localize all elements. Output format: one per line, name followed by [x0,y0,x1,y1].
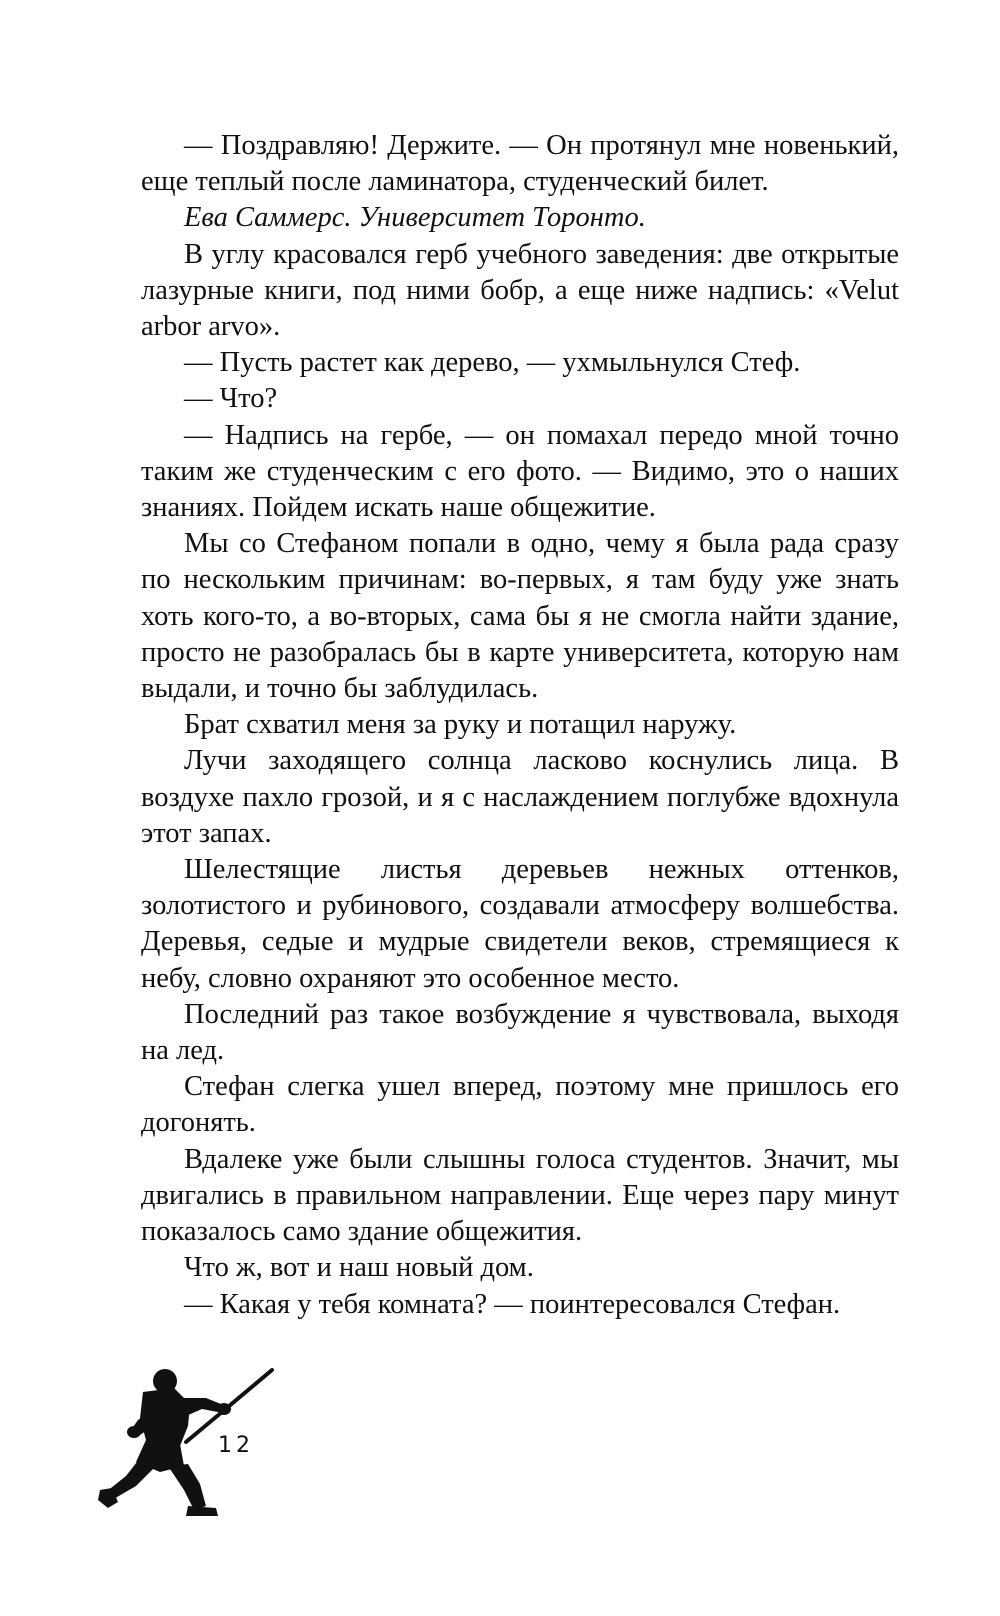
paragraph-2-italic: Ева Саммерс. Университет Торонто. [184,202,646,234]
paragraph-9: Лучи заходящего солнца ласково коснулись лица. В воздухе пахло грозой, и я с наслаждением поглубже вдохнула этот запах. [141,745,899,849]
paragraph-14: Что ж, вот и наш новый дом. [184,1252,534,1284]
paragraph-15: — Какая у тебя комната? — поинтересовался Стефан. [184,1288,841,1320]
paragraph-6: — Надпись на гербе, — он помахал передо мной точно таким же студенческим с его фото. — Видимо, это о наших знаниях. Пойдем искать наше общежитие. [141,419,899,524]
paragraph-1: — Поздравляю! Держите. — Он протянул мне новенький, еще теплый после ламинатора, студенческий билет. [141,130,899,198]
paragraph-4: — Пусть растет как дерево, — ухмыльнулся Стеф. [184,347,801,379]
paragraph-12: Стефан слегка ушел вперед, поэтому мне пришлось его догонять. [141,1071,899,1139]
paragraph-13: Вдалеке уже были слышны голоса студентов. Значит, мы двигались в правильном направлении. Еще через пару минут показалось само здание общежития. [141,1143,899,1248]
paragraph-3: В углу красовался герб учебного заведения: две открытые лазурные книги, под ними бобр, а еще ниже надпись: «Velut arbor arvo». [141,238,899,343]
paragraph-7: Мы со Стефаном попали в одно, чему я была рада сразу по нескольким причинам: во-первых, я там буду уже знать хоть кого-то, а во-вторых, сама бы я не смогла найти здание, просто не разобралась бы в карте университета, которую нам выдали, и точно бы заблудилась. [141,528,899,705]
page-number: 12 [218,1433,254,1458]
paragraph-11: Последний раз такое возбуждение я чувствовала, выходя на лед. [141,998,899,1067]
paragraph-10: Шелестящие листья деревьев нежных оттенков, золотистого и рубинового, создавали атмосферу волшебства. Деревья, седые и мудрые свидетели веков, стремящиеся к небу, словно охраняют это особенное место. [141,854,899,994]
paragraph-8: Брат схватил меня за руку и потащил наружу. [184,709,737,741]
paragraph-5: — Что? [184,383,278,415]
body-text [141,128,899,1323]
